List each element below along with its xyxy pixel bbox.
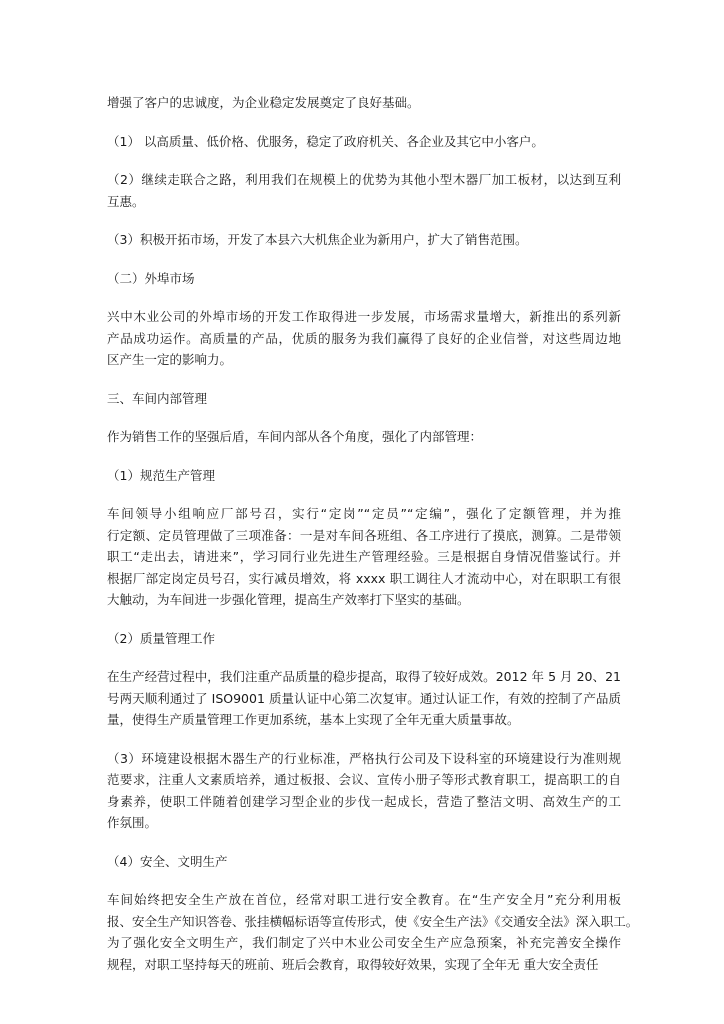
text-line: 作为销售工作的坚强后盾，车间内部从各个角度，强化了内部管理： (107, 429, 483, 444)
text-line: （2）继续走联合之路，利用我们在规模上的优势为其他小型木器厂加工板材，以达到互利 (107, 172, 621, 187)
paragraph (107, 889, 639, 975)
text-line: 身素养，使职工伴随着创建学习型企业的步伐一起成长，营造了整洁文明、高效生产的工 (107, 793, 621, 809)
text-line: （1）规范生产管理 (107, 467, 215, 483)
text-line: 兴中木业公司的外埠市场的开发工作取得进一步发展，市场需求量增大，新推出的系列新 (107, 309, 621, 324)
text-line: （二）外埠市场 (107, 270, 195, 286)
text-line: （2）质量管理工作 (107, 630, 215, 646)
paragraph (107, 229, 621, 251)
text-line: 范要求，注重人文素质培养，通过板报、会议、宣传小册子等形式教育职工，提高职工的自 (107, 772, 621, 787)
text-line: 大触动，为车间进一步强化管理，提高生产效率打下坚实的基础。 (107, 592, 470, 607)
text-line: 规程，对职工坚持每天的班前、班后会教育，取得较好效果，实现了全年无 重大安全责任 (107, 956, 599, 972)
paragraph (107, 503, 621, 611)
paragraph (107, 628, 621, 650)
paragraph (107, 92, 621, 114)
paragraph (107, 169, 621, 212)
text-line: 在生产经营过程中，我们注重产品质量的稳步提高，取得了较好成效。2012 年 5 月 20、21 (107, 669, 621, 684)
text-line: 职工“走出去，请进来”，学习同行业先进生产管理经验。三是根据自身情况借鉴试行。并 (107, 549, 621, 564)
text-line: 互惠。 (107, 193, 145, 209)
text-line: （3）积极开拓市场，开发了本县六大机焦企业为新用户，扩大了销售范围。 (107, 232, 528, 247)
document-body (107, 92, 639, 992)
text-line: 作氛围。 (107, 815, 158, 830)
paragraph (107, 131, 621, 153)
text-line: 报、安全生产知识答卷、张挂横幅标语等宣传形式，使《安全生产法》《交通安全法》深入职工。 (107, 913, 639, 929)
text-line: 增强了客户的忠诚度，为企业稳定发展奠定了良好基础。 (107, 95, 420, 110)
text-line: 号两天顺利通过了 ISO9001 质量认证中心第二次复审。通过认证工作，有效的控制了产品质 (107, 690, 621, 706)
paragraph (107, 426, 621, 448)
text-line: （4）安全、文明生产 (107, 853, 228, 869)
text-line: 行定额、定员管理做了三项准备：一是对车间各班组、各工序进行了摸底，测算。二是带领 (107, 527, 621, 543)
text-line: （1） 以高质量、低价格、优服务，稳定了政府机关、各企业及其它中小客户。 (107, 133, 544, 149)
text-line: 为了强化安全文明生产，我们制定了兴中木业公司安全生产应急预案，补充完善安全操作 (107, 935, 621, 950)
paragraph (107, 268, 621, 290)
text-line: 根据厂部定岗定员号召，实行减员增效，将 xxxx 职工调往人才流动中心，对在职职工有很 (107, 570, 621, 586)
paragraph (107, 851, 621, 873)
text-line: 区产生一定的影响力。 (107, 352, 233, 367)
text-line: 三、车间内部管理 (107, 390, 208, 406)
paragraph (107, 465, 621, 487)
paragraph (107, 748, 621, 834)
paragraph (107, 388, 621, 410)
text-line: 量，使得生产质量管理工作更加系统，基本上实现了全年无重大质量事故。 (107, 712, 520, 727)
paragraph (107, 666, 621, 731)
paragraph (107, 306, 621, 371)
text-line: 产品成功运作。高质量的产品，优质的服务为我们赢得了良好的企业信誉，对这些周边地 (107, 330, 621, 346)
text-line: 车间领导小组响应厂部号召，实行“定岗”“定员”“定编”，强化了定额管理，并为推 (107, 506, 621, 521)
text-line: 车间始终把安全生产放在首位，经常对职工进行安全教育。在“生产安全月”充分利用板 (107, 892, 621, 907)
text-line: （3）环境建设根据木器生产的行业标准，严格执行公司及下设科室的环境建设行为准则规 (107, 750, 621, 766)
